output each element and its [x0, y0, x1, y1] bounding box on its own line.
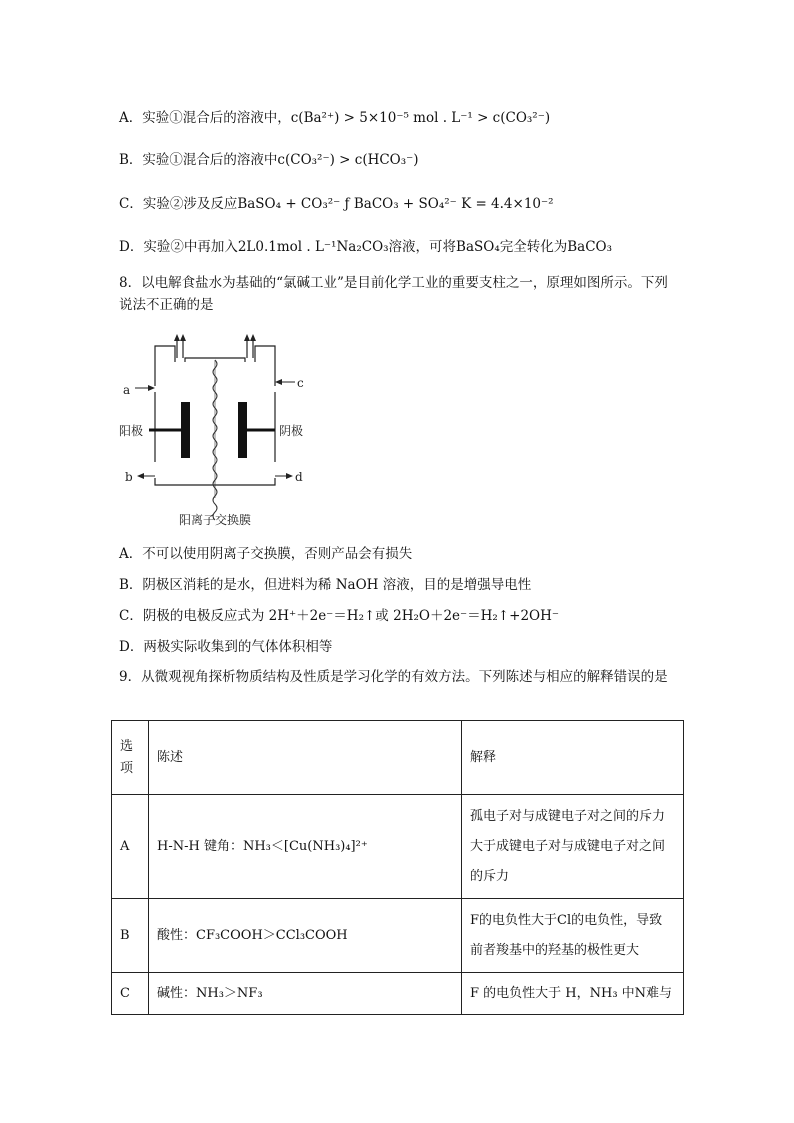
cathode-plate	[238, 402, 247, 458]
table-header-row	[112, 721, 684, 795]
table-row	[112, 899, 684, 973]
header-statement: 陈述	[149, 721, 462, 795]
table-row	[112, 795, 684, 899]
q8-option-d: D．两极实际收集到的气体体积相等	[119, 639, 333, 655]
row-explanation: F 的电负性大于 H，NH₃ 中N难与	[462, 973, 684, 1015]
q8-option-b: B．阴极区消耗的是水，但进料为稀 NaOH 溶液，目的是增强导电性	[119, 577, 532, 593]
q7-option-a: A．实验①混合后的溶液中，c(Ba²⁺) > 5×10⁻⁵ mol . L⁻¹ > c(CO₃²⁻)	[119, 110, 551, 126]
q8-option-a: A．不可以使用阴离子交换膜，否则产品会有损失	[119, 546, 413, 562]
q7-option-c: C．实验②涉及反应BaSO₄ + CO₃²⁻ ƒ BaCO₃ + SO₄²⁻ K = 4.4×10⁻²	[119, 196, 554, 212]
q9-table	[111, 720, 684, 1015]
row-explanation: 孤电子对与成键电子对之间的斥力大于成键电子对与成键电子对之间的斥力	[462, 795, 684, 899]
q7-option-d: D．实验②中再加入2L0.1mol . L⁻¹Na₂CO₃溶液，可将BaSO₄完全转化为BaCO₃	[119, 239, 613, 255]
row-statement: 碱性：NH₃＞NF₃	[149, 973, 462, 1015]
header-explanation: 解释	[462, 721, 684, 795]
table-row	[112, 973, 684, 1015]
row-option: C	[112, 973, 149, 1015]
outlet-d-label: d	[295, 470, 303, 484]
cathode-label: 阴极	[279, 424, 304, 438]
header-option: 选项	[112, 721, 149, 795]
q7-option-b: B．实验①混合后的溶液中c(CO₃²⁻) > c(HCO₃⁻)	[119, 152, 419, 168]
q8-option-c: C．阴极的电极反应式为 2H⁺＋2e⁻＝H₂↑或 2H₂O＋2e⁻＝H₂↑+2OH⁻	[119, 608, 560, 624]
q9-stem: 9．从微观视角探析物质结构及性质是学习化学的有效方法。下列陈述与相应的解释错误的是	[119, 669, 668, 685]
row-statement: 酸性：CF₃COOH＞CCl₃COOH	[149, 899, 462, 973]
row-statement: H-N-H 键角：NH₃＜[Cu(NH₃)₄]²⁺	[149, 795, 462, 899]
row-option: A	[112, 795, 149, 899]
anode-label: 阳极	[119, 424, 144, 438]
row-option: B	[112, 899, 149, 973]
anode-plate	[181, 402, 190, 458]
inlet-a-label: a	[123, 383, 131, 397]
outlet-b-label: b	[125, 470, 133, 484]
q8-stem: 8．以电解食盐水为基础的“氯碱工业”是目前化学工业的重要支柱之一，原理如图所示。下列说法不正确的是	[119, 275, 668, 313]
electrolysis-cell-diagram	[115, 330, 315, 530]
inlet-c-label: c	[297, 376, 304, 390]
row-explanation: F的电负性大于Cl的电负性，导致前者羧基中的羟基的极性更大	[462, 899, 684, 973]
membrane-label: 阳离子交换膜	[179, 513, 252, 527]
